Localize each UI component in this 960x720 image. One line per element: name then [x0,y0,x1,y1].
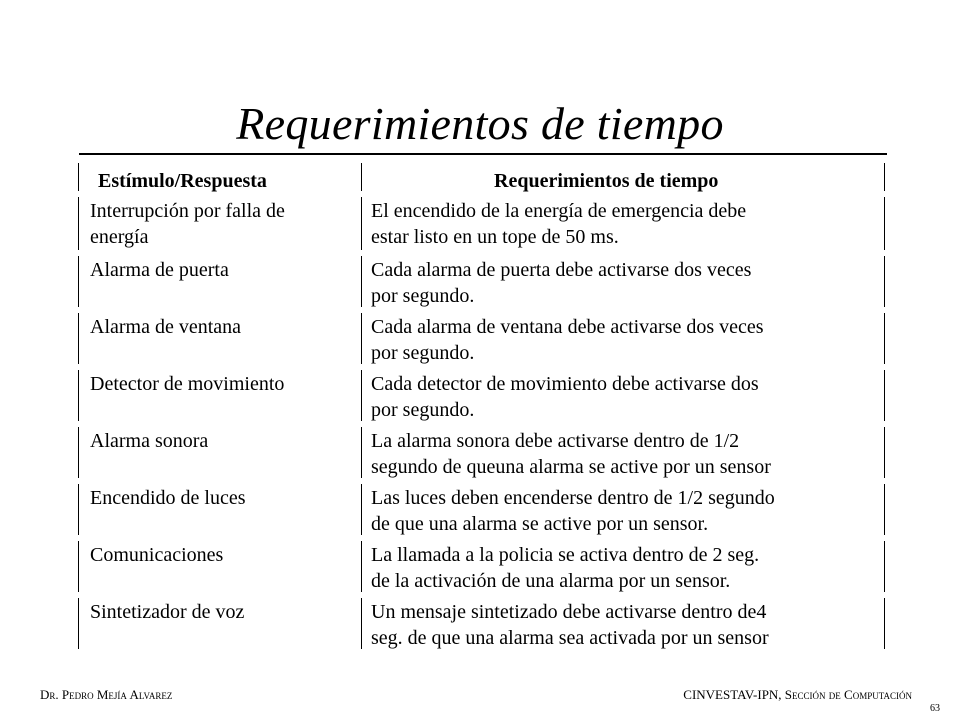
timing-requirements-table [74,160,886,652]
requirement-line: Un mensaje sintetizado debe activarse dentro de4 [371,601,767,623]
table-border [78,197,79,250]
table-border [361,427,362,478]
table-border [78,313,79,364]
page-number: 63 [930,703,940,714]
table-border [78,541,79,592]
table-border [361,484,362,535]
requirement-cell [371,542,891,594]
requirement-cell [371,257,891,309]
stimulus-line: energía [90,226,149,248]
table-border [361,370,362,421]
table-row [74,424,886,481]
title-rule [79,153,887,155]
requirement-line: Cada alarma de puerta debe activarse dos veces [371,259,752,281]
table-border [361,541,362,592]
table-border [361,197,362,250]
stimulus-line: Interrupción por falla de [90,200,285,222]
slide-title: Requerimientos de tiempo [236,98,724,149]
footer-author: Dr. Pedro Mejía Alvarez [40,687,173,702]
table-border [361,598,362,649]
requirement-cell [371,371,891,423]
stimulus-line: Encendido de luces [90,487,246,509]
table-row [74,310,886,367]
stimulus-line: Comunicaciones [90,544,224,566]
table-row [74,595,886,652]
requirement-line: seg. de que una alarma sea activada por un sensor [371,627,769,649]
requirement-line: Las luces deben encenderse dentro de 1/2 segundo [371,487,775,509]
stimulus-cell [90,599,352,625]
header-requirement: Requerimientos de tiempo [494,170,719,192]
requirement-line: estar listo en un tope de 50 ms. [371,226,619,248]
stimulus-cell [90,198,352,250]
requirement-line: por segundo. [371,342,475,364]
header-stimulus: Estímulo/Respuesta [98,170,267,192]
table-column-divider [361,163,362,191]
table-row [74,194,886,253]
footer-institution: CINVESTAV-IPN, Sección de Computación [683,687,912,702]
table-row [74,367,886,424]
table-border-left [78,163,79,191]
table-border [78,427,79,478]
requirement-line: El encendido de la energía de emergencia debe [371,200,747,222]
stimulus-cell [90,314,352,340]
requirement-line: La alarma sonora debe activarse dentro de 1/2 [371,430,740,452]
requirement-cell [371,599,891,651]
stimulus-line: Alarma de puerta [90,259,229,281]
table-header-row [74,160,886,194]
table-border [78,256,79,307]
table-border [78,484,79,535]
stimulus-cell [90,428,352,454]
stimulus-cell [90,371,352,397]
stimulus-line: Detector de movimiento [90,373,285,395]
requirement-cell [371,314,891,366]
requirement-line: de la activación de una alarma por un sensor. [371,570,731,592]
requirement-cell [371,485,891,537]
requirement-cell [371,198,891,250]
requirement-line: Cada detector de movimiento debe activarse dos [371,373,759,395]
table-row [74,481,886,538]
stimulus-line: Sintetizador de voz [90,601,245,623]
requirement-line: por segundo. [371,399,475,421]
stimulus-line: Alarma de ventana [90,316,242,338]
stimulus-cell [90,257,352,283]
requirement-cell [371,428,891,480]
requirement-line: La llamada a la policia se activa dentro de 2 seg. [371,544,760,566]
stimulus-line: Alarma sonora [90,430,209,452]
table-border [361,313,362,364]
requirement-line: de que una alarma se active por un sensor. [371,513,709,535]
stimulus-cell [90,485,352,511]
table-border-right [884,163,885,191]
table-border [78,370,79,421]
table-border [78,598,79,649]
table-row [74,538,886,595]
table-row [74,253,886,310]
stimulus-cell [90,542,352,568]
requirement-line: segundo de queuna alarma se active por un sensor [371,456,771,478]
table-border [361,256,362,307]
requirement-line: por segundo. [371,285,475,307]
requirement-line: Cada alarma de ventana debe activarse dos veces [371,316,764,338]
